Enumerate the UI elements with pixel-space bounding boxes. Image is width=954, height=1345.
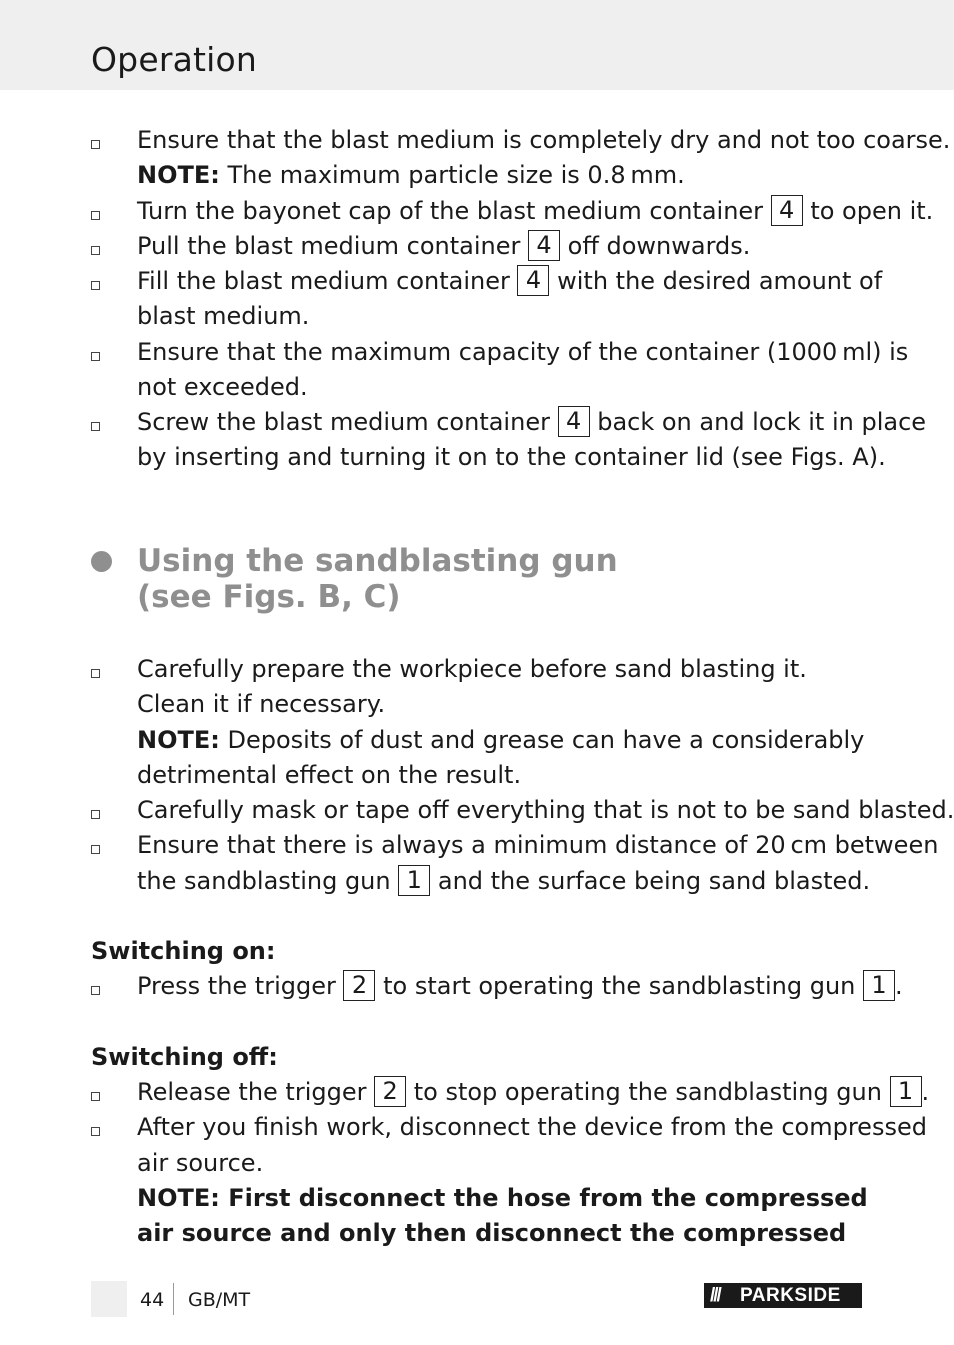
checkbox-bullet-icon — [91, 669, 100, 678]
footer-tab-marker — [91, 1281, 127, 1317]
text-part: . — [921, 1078, 930, 1106]
item-text: Carefully mask or tape off everything that is not to be sand blasted. — [137, 796, 954, 824]
part-reference: 1 — [398, 865, 430, 896]
text-part: back on and lock it in place — [589, 408, 927, 436]
item-text: by inserting and turning it on to the container lid (see Figs. A). — [137, 443, 886, 471]
parkside-logo — [704, 1283, 862, 1308]
note-label: NOTE: — [137, 161, 220, 189]
text-part: and the surface being sand blasted. — [430, 867, 871, 895]
item-text — [137, 229, 750, 264]
text-part: Turn the bayonet cap of the blast medium container — [137, 197, 771, 225]
switching-off-heading: Switching off: — [91, 1043, 278, 1071]
checkbox-bullet-icon — [91, 986, 100, 995]
section-heading — [137, 543, 618, 615]
text-part: to stop operating the sandblasting gun — [406, 1078, 890, 1106]
section-heading-line: (see Figs. B, C) — [137, 579, 401, 615]
item-text: blast medium. — [137, 302, 310, 330]
text-part: . — [895, 972, 903, 1000]
part-reference: 2 — [343, 970, 375, 1001]
item-text: detrimental effect on the result. — [137, 761, 522, 789]
item-text: After you finish work, disconnect the device from the compressed — [137, 1113, 927, 1141]
text-part: off downwards. — [560, 232, 751, 260]
checkbox-bullet-icon — [91, 246, 100, 255]
checkbox-bullet-icon — [91, 140, 100, 149]
item-text: Ensure that there is always a minimum distance of 20 cm between — [137, 831, 939, 859]
part-reference: 4 — [771, 195, 803, 226]
part-reference: 4 — [517, 265, 549, 296]
checkbox-bullet-icon — [91, 211, 100, 220]
text-part: Release the trigger — [137, 1078, 375, 1106]
part-reference: 1 — [890, 1076, 922, 1107]
checkbox-bullet-icon — [91, 352, 100, 361]
logo-slashes-icon: /// — [710, 1285, 720, 1306]
checkbox-bullet-icon — [91, 810, 100, 819]
switching-on-heading: Switching on: — [91, 937, 276, 965]
text-part: Screw the blast medium container — [137, 408, 558, 436]
item-text: not exceeded. — [137, 373, 308, 401]
note-label: NOTE: — [137, 726, 220, 754]
checkbox-bullet-icon — [91, 1127, 100, 1136]
item-text — [137, 864, 870, 899]
part-reference: 4 — [528, 230, 560, 261]
section-bullet-icon — [91, 551, 112, 572]
item-text: air source. — [137, 1149, 264, 1177]
checkbox-bullet-icon — [91, 845, 100, 854]
text-part: Fill the blast medium container — [137, 267, 518, 295]
text-part: to open it. — [802, 197, 934, 225]
item-text — [137, 723, 864, 758]
text-part: the sandblasting gun — [137, 867, 399, 895]
note-text: NOTE: First disconnect the hose from the compressed — [137, 1184, 868, 1212]
part-reference: 2 — [374, 1076, 406, 1107]
item-text: Clean it if necessary. — [137, 690, 386, 718]
section-heading-line: Using the sandblasting gun — [137, 543, 618, 579]
page-title: Operation — [91, 40, 258, 79]
text-part: to start operating the sandblasting gun — [375, 972, 863, 1000]
item-text — [137, 405, 926, 440]
item-text — [137, 969, 903, 1004]
item-text: Ensure that the maximum capacity of the container (1000 ml) is — [137, 338, 909, 366]
part-reference: 4 — [558, 406, 590, 437]
footer-divider — [173, 1283, 174, 1315]
note-text: The maximum particle size is 0.8 mm. — [219, 161, 685, 189]
logo-text: PARKSIDE — [740, 1285, 841, 1306]
page-number: 44 — [140, 1289, 165, 1311]
item-text: Carefully prepare the workpiece before sand blasting it. — [137, 655, 807, 683]
item-text — [137, 1075, 929, 1110]
checkbox-bullet-icon — [91, 1092, 100, 1101]
checkbox-bullet-icon — [91, 422, 100, 431]
part-reference: 1 — [863, 970, 895, 1001]
note-text: Deposits of dust and grease can have a considerably — [219, 726, 865, 754]
item-text: Ensure that the blast medium is completely dry and not too coarse. — [137, 126, 951, 154]
language-code: GB/MT — [188, 1289, 251, 1311]
item-text — [137, 194, 933, 229]
text-part: Pull the blast medium container — [137, 232, 529, 260]
note-text: air source and only then disconnect the compressed — [137, 1219, 847, 1247]
text-part: Press the trigger — [137, 972, 344, 1000]
checkbox-bullet-icon — [91, 281, 100, 290]
item-text — [137, 158, 685, 193]
text-part: with the desired amount of — [549, 267, 883, 295]
item-text — [137, 264, 882, 299]
